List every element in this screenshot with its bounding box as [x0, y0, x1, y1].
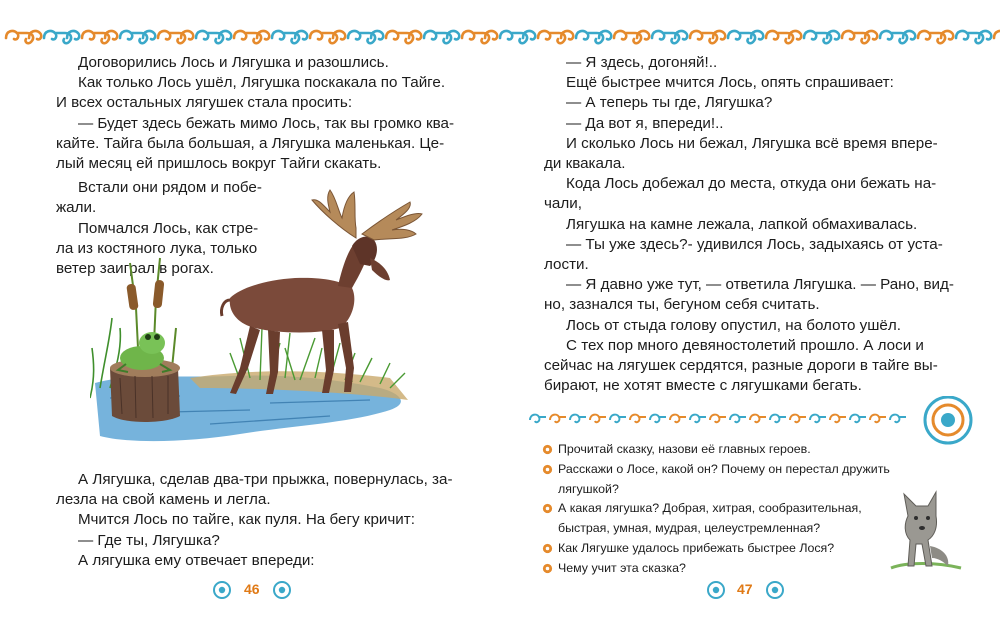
paragraph: ла из костяного лука, только: [56, 239, 258, 257]
border-scroll-motif: [766, 31, 801, 43]
divider-motif: [590, 415, 606, 423]
border-scroll-motif: [462, 31, 497, 43]
ornament-rosette-icon: [765, 580, 785, 600]
paragraph: И всех остальных лягушек стала просить:: [56, 94, 353, 112]
border-scroll-motif: [310, 31, 345, 43]
ornament-rosette-icon: [706, 580, 726, 600]
divider-motif: [810, 415, 826, 423]
divider-motif: [790, 415, 806, 423]
divider-motif: [890, 415, 906, 423]
divider-motif: [750, 415, 766, 423]
page-number-left: 46: [244, 581, 260, 597]
paragraph: — Я здесь, догоняй!..: [566, 54, 718, 71]
paragraph: лезла на свой камень и легла.: [56, 491, 271, 509]
question-item: Как Лягушке удалось прибежать быстрее Лося?: [542, 539, 892, 559]
paragraph: — Будет здесь бежать мимо Лось, так вы громко ква-: [78, 114, 455, 132]
divider-motif: [530, 415, 546, 423]
flower-bullet-icon: [542, 543, 553, 554]
border-scroll-motif: [576, 31, 611, 43]
page-number-right: 47: [737, 581, 753, 597]
paragraph: А лягушка ему отвечает впереди:: [78, 551, 315, 569]
divider-motif: [650, 415, 666, 423]
divider-motif: [570, 415, 586, 423]
left-text-bottom: [56, 470, 456, 571]
paragraph: А Лягушка, сделав два-три прыжка, повернулась, за-: [78, 471, 453, 488]
border-scroll-motif: [994, 31, 1000, 43]
divider-motif: [770, 415, 786, 423]
paragraph: чали,: [544, 195, 582, 213]
paragraph: ди квакала.: [544, 155, 626, 173]
paragraph: бирают, не хотят вместе с лягушками бегать.: [544, 377, 862, 395]
divider-motif: [670, 415, 686, 423]
frog-figure: [118, 332, 170, 372]
border-scroll-motif: [272, 31, 307, 43]
border-scroll-motif: [234, 31, 269, 43]
flower-bullet-icon: [542, 464, 553, 475]
moose-and-frog-illustration: [90, 188, 430, 450]
divider-motif: [610, 415, 626, 423]
moose-figure: [221, 190, 422, 394]
paragraph: Договорились Лось и Лягушка и разошлись.: [78, 54, 389, 71]
border-scroll-motif: [842, 31, 877, 43]
border-scroll-motif: [6, 31, 41, 43]
flower-bullet-icon: [542, 444, 553, 455]
border-scroll-motif: [500, 31, 535, 43]
paragraph: — Где ты, Лягушка?: [78, 531, 220, 549]
border-scroll-motif: [880, 31, 915, 43]
paragraph: Лось от стыда голову опустил, на болото ушёл.: [566, 316, 901, 334]
paragraph: Как только Лось ушёл, Лягушка поскакала по Тайге.: [78, 74, 446, 92]
divider-motif: [730, 415, 746, 423]
border-scroll-motif: [956, 31, 991, 43]
flower-bullet-icon: [542, 503, 553, 514]
divider-motif: [870, 415, 886, 423]
divider-motif: [550, 415, 566, 423]
ornament-rosette-icon: [272, 580, 292, 600]
questions-list: [542, 440, 892, 579]
border-scroll-motif: [652, 31, 687, 43]
flower-bullet-icon: [542, 563, 553, 574]
paragraph: лости.: [544, 256, 589, 274]
paragraph: сейчас на лягушек сердятся, разные дороги в тайге вы-: [544, 357, 938, 375]
paragraph: И сколько Лось ни бежал, Лягушка всё время впере-: [566, 134, 938, 152]
paragraph: Кода Лось добежал до места, откуда они бежать на-: [566, 175, 937, 193]
divider-motif: [630, 415, 646, 423]
paragraph: С тех пор много девяностолетий прошло. А лоси и: [566, 336, 924, 354]
border-scroll-motif: [424, 31, 459, 43]
paragraph: Помчался Лось, как стре-: [78, 219, 259, 237]
paragraph: ветер заиграл в рогах.: [56, 260, 214, 278]
paragraph: Встали они рядом и побе-: [78, 179, 262, 197]
question-item: Расскажи о Лосе, какой он? Почему он перестал дружить лягушкой?: [542, 460, 892, 500]
paragraph: — Я давно уже тут, — ответила Лягушка. — Рано, вид-: [566, 276, 954, 294]
border-scroll-motif: [120, 31, 155, 43]
question-item: Прочитай сказку, назови её главных героев.: [542, 440, 892, 460]
question-item: Чему учит эта сказка?: [542, 559, 892, 579]
paragraph: Ещё быстрее мчится Лось, опять спрашивает:: [566, 74, 894, 92]
border-scroll-motif: [690, 31, 725, 43]
paragraph: — Да вот я, впереди!..: [566, 114, 724, 132]
divider-motif: [710, 415, 726, 423]
border-scroll-motif: [348, 31, 383, 43]
border-scroll-motif: [538, 31, 573, 43]
divider-motif: [830, 415, 846, 423]
paragraph: лый месяц ей пришлось вокруг Тайги скакать.: [56, 155, 382, 173]
border-scroll-motif: [82, 31, 117, 43]
border-scroll-motif: [614, 31, 649, 43]
ornamental-border: [0, 26, 1000, 48]
ornament-rosette-icon: [212, 580, 232, 600]
divider-motif: [690, 415, 706, 423]
question-item: А какая лягушка? Добрая, хитрая, сообразительная, быстрая, умная, мудрая, целеустремленная?: [542, 499, 892, 539]
border-scroll-motif: [158, 31, 193, 43]
border-scroll-motif: [728, 31, 763, 43]
paragraph: кайте. Тайга была большая, а Лягушка маленькая. Це-: [56, 134, 445, 152]
paragraph: Лягушка на камне лежала, лапкой обмахивалась.: [566, 215, 918, 233]
border-scroll-motif: [918, 31, 953, 43]
paragraph: — А теперь ты где, Лягушка?: [566, 94, 773, 112]
wolf-cub-illustration: [886, 476, 966, 576]
paragraph: — Ты уже здесь?- удивился Лось, задыхаясь от уста-: [566, 235, 943, 253]
paragraph: но, зазнался ты, бегуном себя считать.: [544, 296, 820, 314]
border-scroll-motif: [804, 31, 839, 43]
border-scroll-motif: [196, 31, 231, 43]
divider-motif: [850, 415, 866, 423]
right-text: [544, 53, 954, 396]
paragraph: Мчится Лось по тайге, как пуля. На бегу кричит:: [78, 511, 415, 529]
paragraph: жали.: [56, 199, 97, 217]
section-divider-ornament: [528, 396, 978, 446]
border-scroll-motif: [44, 31, 79, 43]
border-scroll-motif: [386, 31, 421, 43]
